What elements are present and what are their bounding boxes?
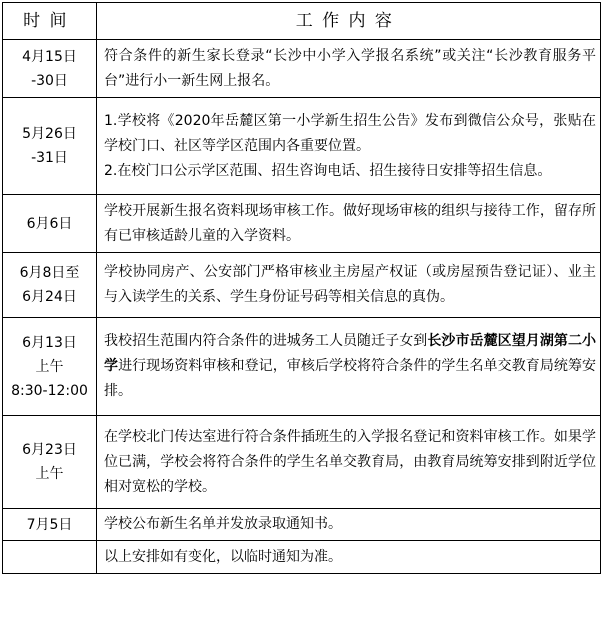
table-row bbox=[3, 509, 601, 541]
time-cell bbox=[3, 40, 97, 98]
content-text: 以上安排如有变化，以临时通知为准。 bbox=[104, 548, 342, 565]
time-line: 6月24日 bbox=[22, 289, 77, 305]
content-text: 1.学校将《2020年岳麓区第一小学新生招生公告》发布到微信公众号，张贴在学校门口、社区等学区范围内各重要位置。 bbox=[104, 112, 596, 154]
table-row bbox=[3, 318, 601, 416]
time-line: -30日 bbox=[31, 72, 68, 89]
table-row bbox=[3, 416, 601, 509]
time-cell bbox=[3, 98, 97, 195]
content-cell bbox=[97, 541, 601, 574]
content-cell bbox=[97, 40, 601, 98]
content-cell bbox=[97, 318, 601, 416]
schedule-table bbox=[2, 2, 601, 574]
content-text: 学校公布新生名单并发放录取通知书。 bbox=[104, 516, 342, 532]
table-row bbox=[3, 195, 601, 253]
content-cell bbox=[97, 416, 601, 509]
time-line: 6月13日 bbox=[22, 334, 77, 351]
content-text: 在学校北门传达室进行符合条件插班生的入学报名登记和资料审核工作。如果学位已满，学校会将符合条件的学生名单交教育局，由教育局统筹安排到附近学位相对宽松的学校。 bbox=[104, 428, 596, 495]
table-row bbox=[3, 541, 601, 574]
header-time: 时间 bbox=[3, 3, 97, 40]
time-line: 8:30-12:00 bbox=[11, 382, 88, 399]
time-line: 6月6日 bbox=[26, 215, 73, 232]
time-line: 上午 bbox=[35, 358, 64, 375]
header-content: 工作内容 bbox=[97, 3, 601, 40]
time-line: 6月8日至 bbox=[19, 265, 80, 281]
time-cell bbox=[3, 541, 97, 574]
content-text: 学校开展新生报名资料现场审核工作。做好现场审核的组织与接待工作，留存所有已审核适龄儿童的入学资料。 bbox=[104, 202, 596, 244]
time-cell bbox=[3, 509, 97, 541]
content-cell bbox=[97, 509, 601, 541]
content-text: 我校招生范围内符合条件的进城务工人员随迁子女到 bbox=[104, 333, 428, 349]
time-line: 6月23日 bbox=[22, 442, 77, 458]
table-row bbox=[3, 40, 601, 98]
time-line: 4月15日 bbox=[22, 48, 77, 65]
time-line: 7月5日 bbox=[26, 516, 73, 533]
content-text: 符合条件的新生家长登录“长沙中小学入学报名系统”或关注“长沙教育服务平台”进行小一新生网上报名。 bbox=[104, 47, 596, 89]
time-line: 上午 bbox=[35, 466, 64, 482]
content-text: 学校协同房产、公安部门严格审核业主房屋产权证（或房屋预告登记证）、业主与入读学生的关系、学生身份证号码等相关信息的真伪。 bbox=[104, 264, 596, 305]
content-cell bbox=[97, 253, 601, 318]
table-header-row bbox=[3, 3, 601, 40]
time-cell bbox=[3, 416, 97, 509]
school-name: 长沙市岳麓区望月湖第二小学 bbox=[104, 333, 597, 374]
time-cell bbox=[3, 195, 97, 253]
content-text: 进行现场资料审核和登记，审核后学校将符合条件的学生名单交教育局统筹安排。 bbox=[104, 358, 597, 399]
time-line: -31日 bbox=[31, 150, 68, 166]
time-cell bbox=[3, 253, 97, 318]
table-row bbox=[3, 98, 601, 195]
table-row bbox=[3, 253, 601, 318]
time-cell bbox=[3, 318, 97, 416]
content-cell bbox=[97, 98, 601, 195]
content-cell bbox=[97, 195, 601, 253]
content-text: 2.在校门口公示学区范围、招生咨询电话、招生接待日安排等招生信息。 bbox=[104, 162, 552, 179]
time-line: 5月26日 bbox=[22, 126, 77, 142]
